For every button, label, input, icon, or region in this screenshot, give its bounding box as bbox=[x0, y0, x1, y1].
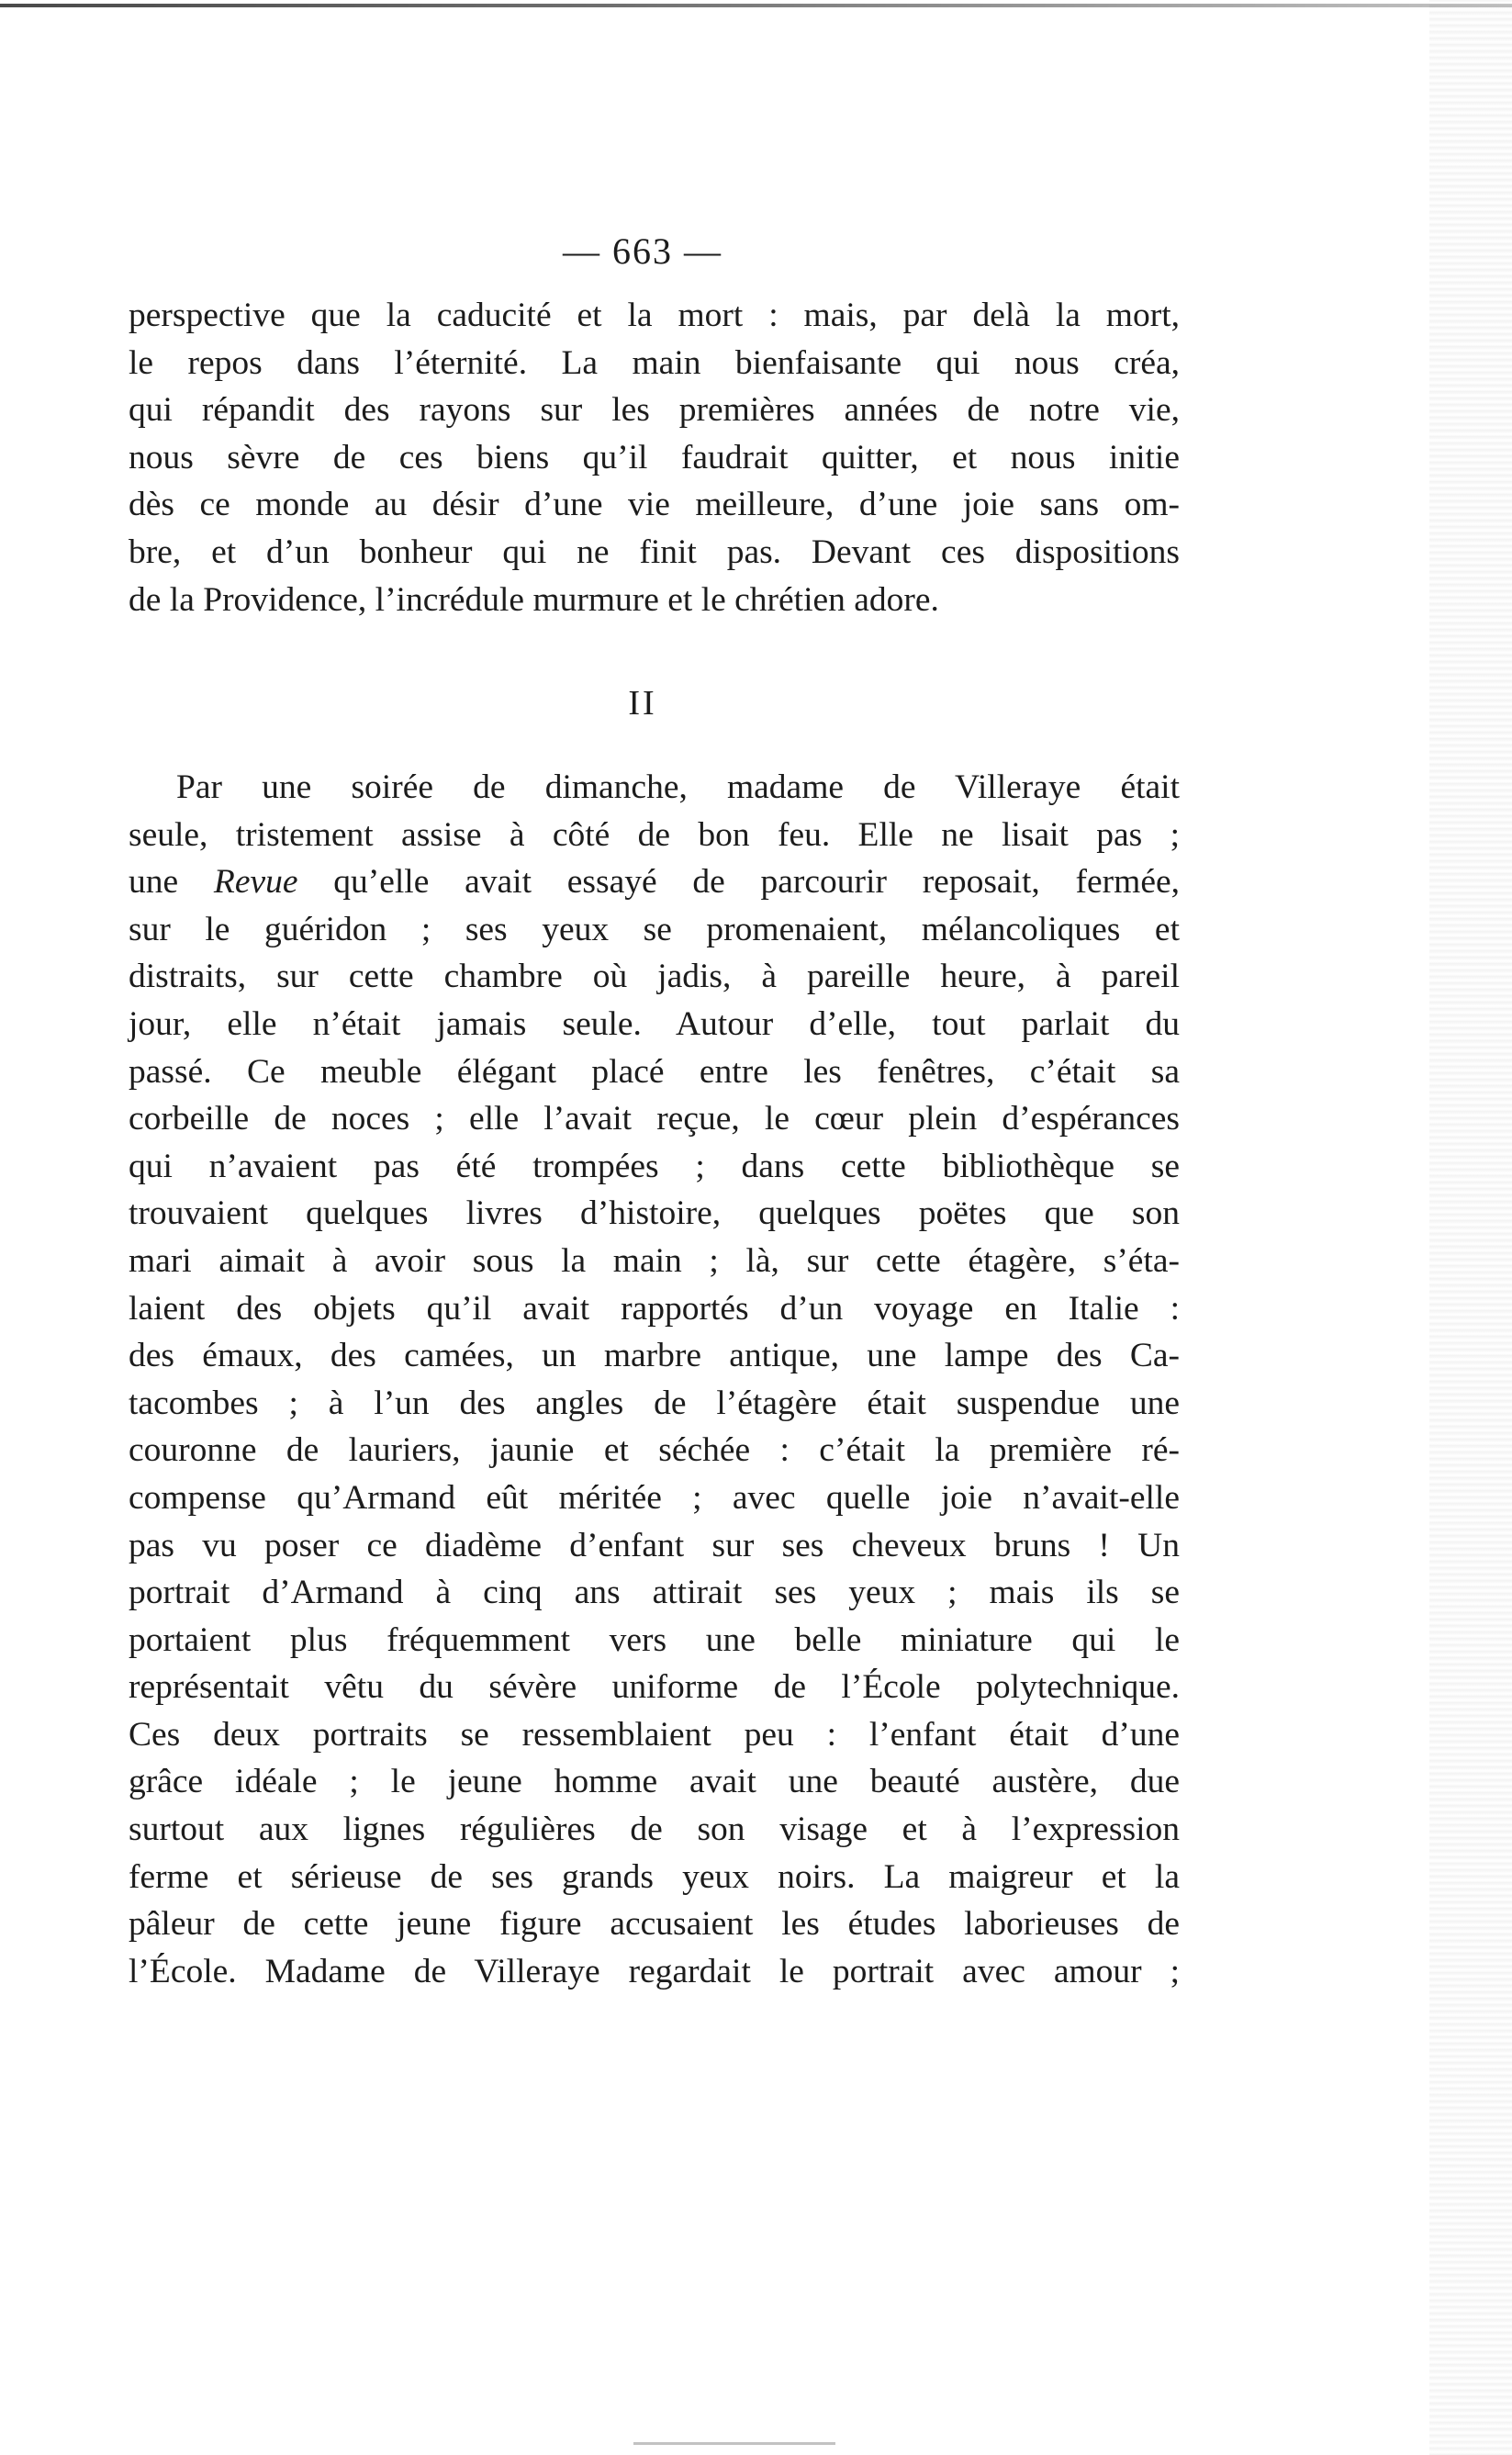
text-line: bre, et d’un bonheur qui ne finit pas. Devant ces dispositions bbox=[129, 532, 1180, 571]
text-line: jour, elle n’était jamais seule. Autour d’elle, tout parlait du bbox=[129, 1004, 1180, 1043]
page-number: — 663 — bbox=[563, 230, 722, 272]
text-line: surtout aux lignes régulières de son visage et à l’expression bbox=[129, 1810, 1180, 1849]
text-line: Ces deux portraits se ressemblaient peu : l’enfant était d’une bbox=[129, 1715, 1180, 1754]
text-line: corbeille de noces ; elle l’avait reçue, le cœur plein d’espérances bbox=[129, 1100, 1180, 1138]
text-line: laient des objets qu’il avait rapportés d’un voyage en Italie : bbox=[129, 1289, 1180, 1328]
page-edge-shadow bbox=[1429, 0, 1512, 2455]
text-line: dès ce monde au désir d’une vie meilleure, d’une joie sans om- bbox=[129, 486, 1180, 524]
text-line: qui répandit des rayons sur les premières années de notre vie, bbox=[129, 391, 1180, 430]
paragraph-1 bbox=[129, 292, 1180, 623]
text-line: mari aimait à avoir sous la main ; là, sur cette étagère, s’éta- bbox=[129, 1241, 1180, 1280]
text-line: passé. Ce meuble élégant placé entre les fenêtres, c’était sa bbox=[129, 1052, 1180, 1091]
text-line: portrait d’Armand à cinq ans attirait ses yeux ; mais ils se bbox=[129, 1574, 1180, 1612]
text-line: nous sèvre de ces biens qu’il faudrait quitter, et nous initie bbox=[129, 438, 1180, 476]
section-heading: II bbox=[628, 684, 657, 723]
text-line: distraits, sur cette chambre où jadis, à pareille heure, à pareil bbox=[129, 958, 1180, 996]
text-line: compense qu’Armand eût méritée ; avec quelle joie n’avait-elle bbox=[129, 1478, 1180, 1517]
text-line: l’École. Madame de Villeraye regardait le portrait avec amour ; bbox=[129, 1952, 1180, 1990]
text-line: ferme et sérieuse de ses grands yeux noirs. La maigreur et la bbox=[129, 1857, 1180, 1896]
text-fragment: une bbox=[129, 863, 214, 902]
text-line: qui n’avaient pas été trompées ; dans cette bibliothèque se bbox=[129, 1147, 1180, 1185]
text-line: de la Providence, l’incrédule murmure et le chrétien adore. bbox=[129, 580, 939, 619]
text-line: tacombes ; à l’un des angles de l’étagère était suspendue une bbox=[129, 1384, 1180, 1422]
italic-title: Revue bbox=[213, 863, 298, 902]
text-line-with-italic bbox=[129, 858, 1180, 906]
text-fragment: qu’elle avait essayé de parcourir reposait, fermée, bbox=[297, 863, 1180, 902]
text-line: Par une soirée de dimanche, madame de Villeraye était bbox=[176, 768, 1180, 806]
text-line: des émaux, des camées, un marbre antique, une lampe des Ca- bbox=[129, 1337, 1180, 1375]
text-line: portaient plus fréquemment vers une belle miniature qui le bbox=[129, 1620, 1180, 1659]
text-line: le repos dans l’éternité. La main bienfaisante qui nous créa, bbox=[129, 343, 1180, 382]
text-line: perspective que la caducité et la mort : mais, par delà la mort, bbox=[129, 297, 1180, 334]
paragraph-2 bbox=[129, 764, 1180, 1995]
page-top-edge bbox=[0, 4, 1512, 7]
text-line: seule, tristement assise à côté de bon feu. Elle ne lisait pas ; bbox=[129, 815, 1180, 854]
text-line: sur le guéridon ; ses yeux se promenaient, mélancoliques et bbox=[129, 910, 1180, 948]
text-line: grâce idéale ; le jeune homme avait une beauté austère, due bbox=[129, 1763, 1180, 1801]
page-bottom-mark bbox=[633, 2442, 835, 2445]
text-line: couronne de lauriers, jaunie et séchée : c’était la première ré- bbox=[129, 1431, 1180, 1470]
text-line: représentait vêtu du sévère uniforme de l’École polytechnique. bbox=[129, 1668, 1180, 1707]
text-line: pâleur de cette jeune figure accusaient les études laborieuses de bbox=[129, 1905, 1180, 1944]
text-line: trouvaient quelques livres d’histoire, quelques poëtes que son bbox=[129, 1194, 1180, 1233]
text-line: pas vu poser ce diadème d’enfant sur ses cheveux bruns ! Un bbox=[129, 1526, 1180, 1564]
